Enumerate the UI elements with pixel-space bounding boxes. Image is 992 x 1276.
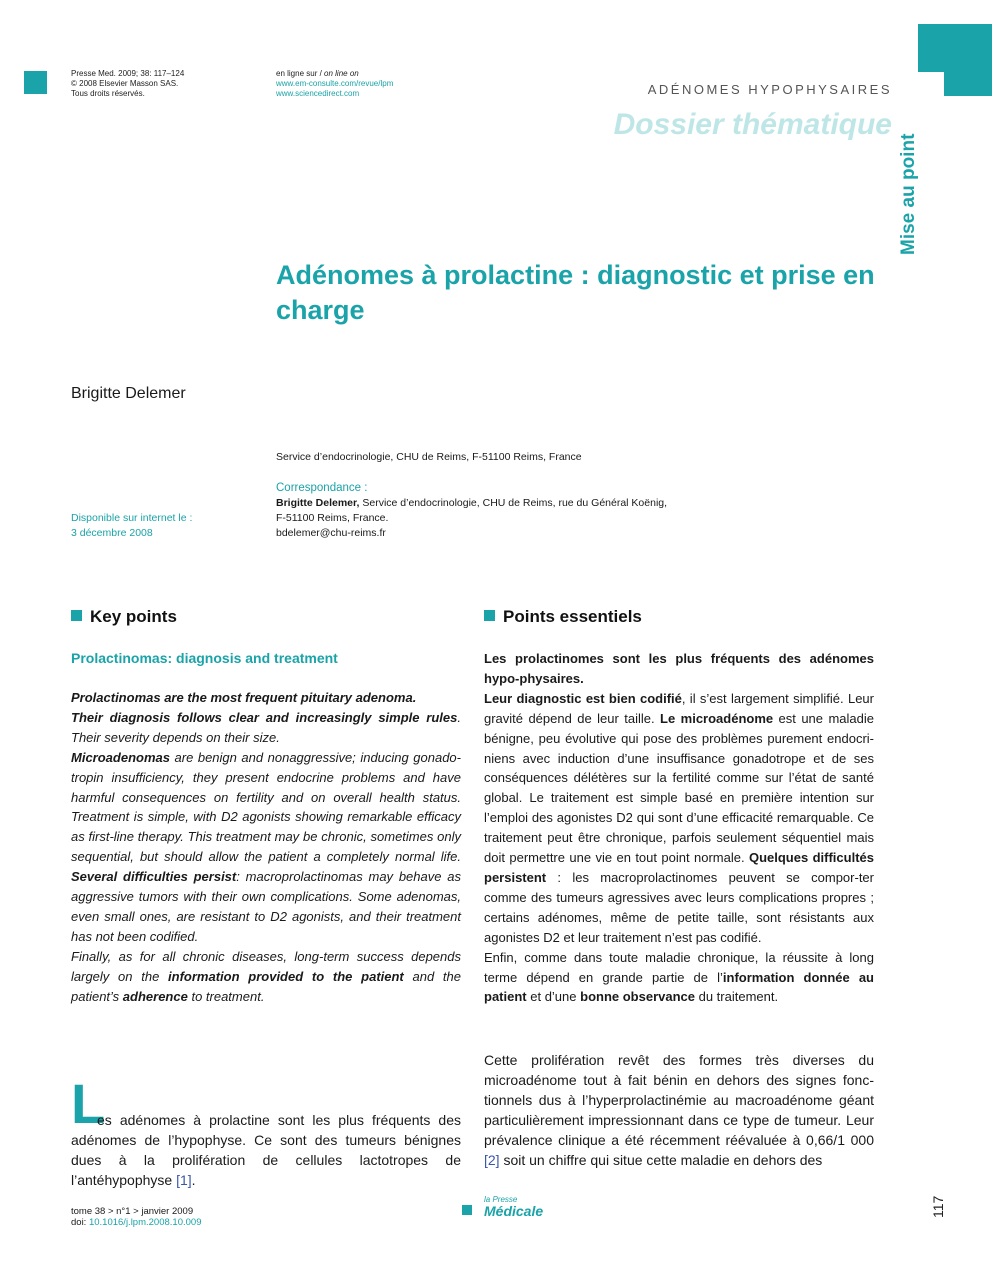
body-left-end: .	[191, 1172, 196, 1188]
pe-p2-bold3: Quelques difficultés persistent	[484, 850, 874, 885]
logo-small-text: la Presse	[484, 1195, 518, 1204]
kp-p1: Prolactinomas are the most frequent pituitary adenoma.	[71, 690, 417, 705]
side-label: Mise au point	[898, 133, 919, 255]
kp-p3-bold: Microadenomas	[71, 749, 170, 765]
online-label-en: on line on	[324, 69, 359, 78]
kp-p5-bold2: adherence	[122, 988, 188, 1004]
correspondence-city: F-51100 Reims, France.	[276, 512, 389, 524]
body-right-column	[484, 1050, 874, 1170]
pe-p2-bold: Leur diagnostic est bien codifié	[484, 690, 682, 706]
pe-p3-bold2: bonne observance	[580, 989, 695, 1005]
section-title: Dossier thématique	[613, 108, 892, 141]
footer-issue	[71, 1206, 201, 1228]
journal-meta	[71, 69, 184, 99]
online-links	[276, 69, 393, 99]
kp-p2: . Their severity depends on their size.	[71, 709, 461, 745]
copyright: © 2008 Elsevier Masson SAS.	[71, 79, 179, 88]
points-essentiels-heading	[484, 607, 642, 627]
correspondence-address: Service d’endocrinologie, CHU de Reims, rue du Général Koënig,	[359, 497, 668, 509]
kp-p5c: and the patient’s	[71, 968, 461, 1004]
reference-link-1[interactable]: [1]	[176, 1172, 192, 1188]
rights: Tous droits réservés.	[71, 89, 145, 98]
kp-p2-bold: Their diagnosis follows clear and increasingly simple rules	[71, 709, 458, 725]
reference-link-2[interactable]: [2]	[484, 1152, 500, 1168]
key-points-heading-text: Key points	[90, 607, 177, 626]
correspondence-email[interactable]: bdelemer@chu-reims.fr	[276, 527, 386, 539]
journal-logo: Médicale	[484, 1203, 544, 1219]
page-number: 117	[930, 1195, 946, 1218]
body-right-text: Cette prolifération revêt des formes très diverses du microadénome tout à fait bénin en dehors des signes fonc-tionnels dus à l’hyperprolactinémie au macroadénome géant particulièrement impressionnant dans ce type de tumeur. Leur prévalence clinique a été récemment réévaluée à 0,66/1 000	[484, 1052, 874, 1148]
logo-square-icon	[462, 1205, 472, 1215]
kp-p4: : macroprolactinomas may behave as aggressive tumors with their own complications. Some adenomas, even small ones, are resistant to D2 agonists, and their treatment has not been codified.	[71, 869, 462, 944]
affiliation: Service d’endocrinologie, CHU de Reims, F-51100 Reims, France	[276, 451, 582, 463]
pe-p2-bold2: Le microadénome	[660, 710, 774, 726]
body-right-end: soit un chiffre qui situe cette maladie en dehors des	[499, 1152, 823, 1168]
corner-square-icon	[24, 71, 47, 94]
citation: Presse Med. 2009; 38: 117–124	[71, 69, 185, 78]
pe-p3a: Enfin, comme dans toute maladie chronique, la réussite à long terme dépend en grande partie de l’	[484, 949, 874, 985]
key-points-body	[71, 688, 461, 1007]
link-em-consulte[interactable]: www.em-consulte.com/revue/lpm	[276, 79, 394, 88]
drop-cap: L	[71, 1072, 106, 1135]
kp-p3: are benign and nonaggressive; inducing gonado-tropin insufficiency, they present endocrine problems and have harmful consequences on fertility and on overall health status. Treatment is simple, with D2 agonists showing remarkable efficacy as first-line therapy. This treatment may be chronic, sometimes only sequential, but should allow the patient a completely normal life.	[71, 749, 461, 865]
points-essentiels-body	[484, 649, 874, 1007]
key-points-heading	[71, 607, 177, 627]
square-bullet-icon	[484, 610, 495, 621]
doi-link[interactable]: 10.1016/j.lpm.2008.10.009	[88, 1217, 202, 1228]
kp-p5-bold1: information provided to the patient	[168, 968, 404, 984]
correspondence	[276, 481, 667, 541]
pe-p2a: , il s’est largement simplifié. Leur gravité dépend de leur taille.	[484, 690, 874, 726]
pe-p3d: du traitement.	[695, 989, 779, 1005]
pe-p2d: : les macroprolactinomes peuvent se compor-ter comme des tumeurs agressives avec leurs complications propres ; certains adénomes, même de petite taille, sont résistants aux agonistes D2 et leur traitement n’est pas codifié.	[484, 869, 874, 945]
key-points-subtitle: Prolactinomas: diagnosis and treatment	[71, 650, 338, 666]
issue-info: tome 38 > n°1 > janvier 2009	[71, 1206, 194, 1217]
available-date: 3 décembre 2008	[71, 527, 153, 539]
correspondence-label: Correspondance :	[276, 482, 368, 494]
kp-p4-bold: Several difficulties persist	[71, 869, 237, 885]
kp-p5d: to treatment.	[187, 988, 265, 1004]
points-essentiels-heading-text: Points essentiels	[503, 607, 642, 626]
article-title: Adénomes à prolactine : diagnostic et prise en charge	[276, 260, 875, 325]
correspondence-name: Brigitte Delemer,	[276, 497, 360, 509]
body-left-column	[71, 1110, 461, 1190]
pe-p3c: et d’une	[526, 989, 581, 1005]
rubric: ADÉNOMES HYPOPHYSAIRES	[647, 82, 892, 97]
pe-p1: Les prolactinomes sont les plus fréquents des adénomes hypo-physaires.	[484, 651, 874, 686]
author: Brigitte Delemer	[71, 385, 186, 402]
side-tab-notch	[918, 72, 944, 96]
pe-p3-bold1: information donnée au patient	[484, 969, 874, 1005]
square-bullet-icon	[71, 610, 82, 621]
pe-p2c: est une maladie bénigne, peu évolutive qui pose des problèmes purement endocri-niens avec induction d’une insuffisance gonadotrope et de ses conséquences délétères sur la fertilité comme sur l’état de santé global. Le traitement est simple basé en première intention sur l’emploi des agonistes D2 qui sont d’une efficacité remarquable. Ce traitement peut être chronique, parfois seulement séquentiel mais doit permettre une vie en tout point normale.	[484, 710, 874, 866]
link-sciencedirect[interactable]: www.sciencedirect.com	[276, 89, 360, 98]
kp-p5a: Finally, as for all chronic diseases, long-term success depends largely on the	[71, 948, 461, 984]
doi-label: doi:	[71, 1217, 89, 1228]
availability	[71, 511, 192, 541]
available-label: Disponible sur internet le :	[71, 512, 193, 524]
body-left-text: es adénomes à prolactine sont les plus fréquents des adénomes de l’hypophyse. Ce sont des tumeurs bénignes dues à la prolifération de cellules lactotropes de l’antéhypophyse	[71, 1112, 461, 1188]
online-label: en ligne sur /	[276, 69, 325, 78]
